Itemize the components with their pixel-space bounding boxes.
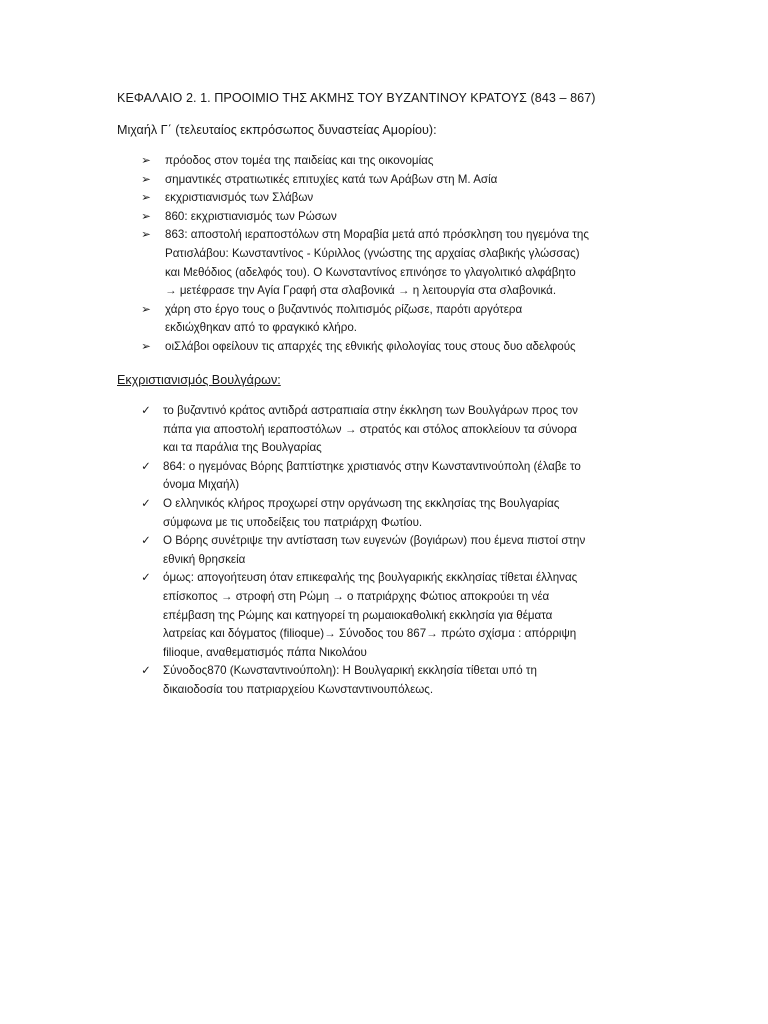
section-subtitle: Μιχαήλ Γ΄ (τελευταίος εκπρόσωπος δυναστείας Αμορίου): xyxy=(117,123,437,137)
list-item xyxy=(0,338,655,357)
list-item-line: οιΣλάβοι οφείλουν τις απαρχές της εθνικής φιλολογίας τους στους δυο αδελφούς xyxy=(165,339,576,353)
list-item xyxy=(0,569,653,662)
list-item-line: σύμφωνα με τις υποδείξεις του πατριάρχη Φωτίου. xyxy=(163,515,423,529)
list-item-line: → μετέφρασε την Αγία Γραφή στα σλαβονικά → η λειτουργία στα σλαβονικά. xyxy=(165,284,557,298)
list-item xyxy=(0,458,653,495)
list-item-line: filioque, αναθεματισμός πάπα Νικολάου xyxy=(163,645,367,659)
list-item xyxy=(0,495,653,532)
list-item xyxy=(0,402,653,458)
list-item-line: πάπα για αποστολή ιεραποστόλων → στρατός και στόλος αποκλείουν τα σύνορα xyxy=(163,422,578,436)
list-item xyxy=(0,189,655,208)
list-item-line: Ο Βόρης συνέτριψε την αντίσταση των ευγενών (βογιάρων) που έμενα πιστοί στην xyxy=(163,534,586,548)
list-item-line: δικαιοδοσία του πατριαρχείου Κωνσταντινουπόλεως. xyxy=(163,682,434,696)
list-item-line: λατρείας και δόγματος (filioque)→ Σύνοδος του 867→ πρώτο σχίσμα : απόρριψη xyxy=(163,627,577,641)
checkmark-bullet-icon: ✓ xyxy=(141,404,151,417)
list-item-line: όνομα Μιχαήλ) xyxy=(163,478,240,492)
list-item-line: το βυζαντινό κράτος αντιδρά αστραπιαία στην έκκληση των Βουλγάρων προς τον xyxy=(163,404,578,417)
list-item xyxy=(0,662,653,699)
list-item-line: εκδιώχθηκαν από το φραγκικό κλήρο. xyxy=(165,321,358,335)
arrowhead-bullet-icon: ➢ xyxy=(141,154,151,167)
section-heading-bulgarians: Εκχριστιανισμός Βουλγάρων: xyxy=(117,373,281,387)
list-item-line: και Μεθόδιος (αδελφός του). Ο Κωνσταντίνος επινόησε το γλαγολιτικό αλφάβητο xyxy=(165,265,576,279)
list-item-line: πρόοδος στον τομέα της παιδείας και της οικονομίας xyxy=(165,154,434,167)
list-item xyxy=(0,226,655,300)
arrowhead-bullet-icon: ➢ xyxy=(141,191,151,205)
list-item-line: και τα παράλια της Βουλγαρίας xyxy=(163,441,322,455)
list-item xyxy=(0,532,653,569)
bullet-list-michael xyxy=(0,152,655,357)
list-item-line: Σύνοδος870 (Κωνσταντινούπολη): Η Βουλγαρική εκκλησία τίθεται υπό τη xyxy=(163,664,537,678)
list-item-line: όμως: απογοήτευση όταν επικεφαλής της βουλγαρικής εκκλησίας τίθεται έλληνας xyxy=(163,571,578,585)
list-item-line: εθνική θρησκεία xyxy=(163,552,246,566)
list-item xyxy=(0,152,655,171)
arrowhead-bullet-icon: ➢ xyxy=(141,302,151,316)
list-item-line: 860: εκχριστιανισμός των Ρώσων xyxy=(165,209,337,223)
checkmark-bullet-icon: ✓ xyxy=(141,534,151,548)
arrowhead-bullet-icon: ➢ xyxy=(141,339,151,353)
arrowhead-bullet-icon: ➢ xyxy=(141,209,151,223)
list-item-line: σημαντικές στρατιωτικές επιτυχίες κατά των Αράβων στη Μ. Ασία xyxy=(165,172,498,186)
checkmark-bullet-icon: ✓ xyxy=(141,664,151,678)
checkmark-bullet-icon: ✓ xyxy=(141,459,151,473)
list-item-line: επέμβαση της Ρώμης και κατηγορεί τη ρωμαιοκαθολική εκκλησία για θέματα xyxy=(163,608,553,622)
list-item-line: εκχριστιανισμός των Σλάβων xyxy=(165,191,314,205)
list-item-line: Ρατισλάβου: Κωνσταντίνος - Κύριλλος (γνώστης της αρχαίας σλαβικής γλώσσας) xyxy=(165,246,580,260)
arrowhead-bullet-icon: ➢ xyxy=(141,228,151,242)
list-item xyxy=(0,301,655,338)
list-item-line: χάρη στο έργο τους ο βυζαντινός πολιτισμός ρίζωσε, παρότι αργότερα xyxy=(165,302,523,316)
checkmark-bullet-icon: ✓ xyxy=(141,571,151,585)
checkmark-bullet-icon: ✓ xyxy=(141,496,151,510)
page-title: ΚΕΦΑΛΑΙΟ 2. 1. ΠΡΟΟΙΜΙΟ ΤΗΣ ΑΚΜΗΣ ΤΟΥ ΒΥΖΑΝΤΙΝΟΥ ΚΡΑΤΟΥΣ (843 – 867) xyxy=(117,91,596,105)
list-item-line: Ο ελληνικός κλήρος προχωρεί στην οργάνωση της εκκλησίας της Βουλγαρίας xyxy=(163,496,560,510)
arrowhead-bullet-icon: ➢ xyxy=(141,172,151,186)
list-item-line: 864: ο ηγεμόνας Βόρης βαπτίστηκε χριστιανός στην Κωνσταντινούπολη (έλαβε το xyxy=(163,459,581,473)
list-item xyxy=(0,171,655,190)
checklist-bulgarians xyxy=(0,402,653,700)
list-item xyxy=(0,208,655,227)
list-item-line: επίσκοπος → στροφή στη Ρώμη → ο πατριάρχης Φώτιος αποκρούει τη νέα xyxy=(163,589,550,603)
list-item-line: 863: αποστολή ιεραποστόλων στη Μοραβία μετά από πρόσκληση του ηγεμόνα της xyxy=(165,228,589,242)
